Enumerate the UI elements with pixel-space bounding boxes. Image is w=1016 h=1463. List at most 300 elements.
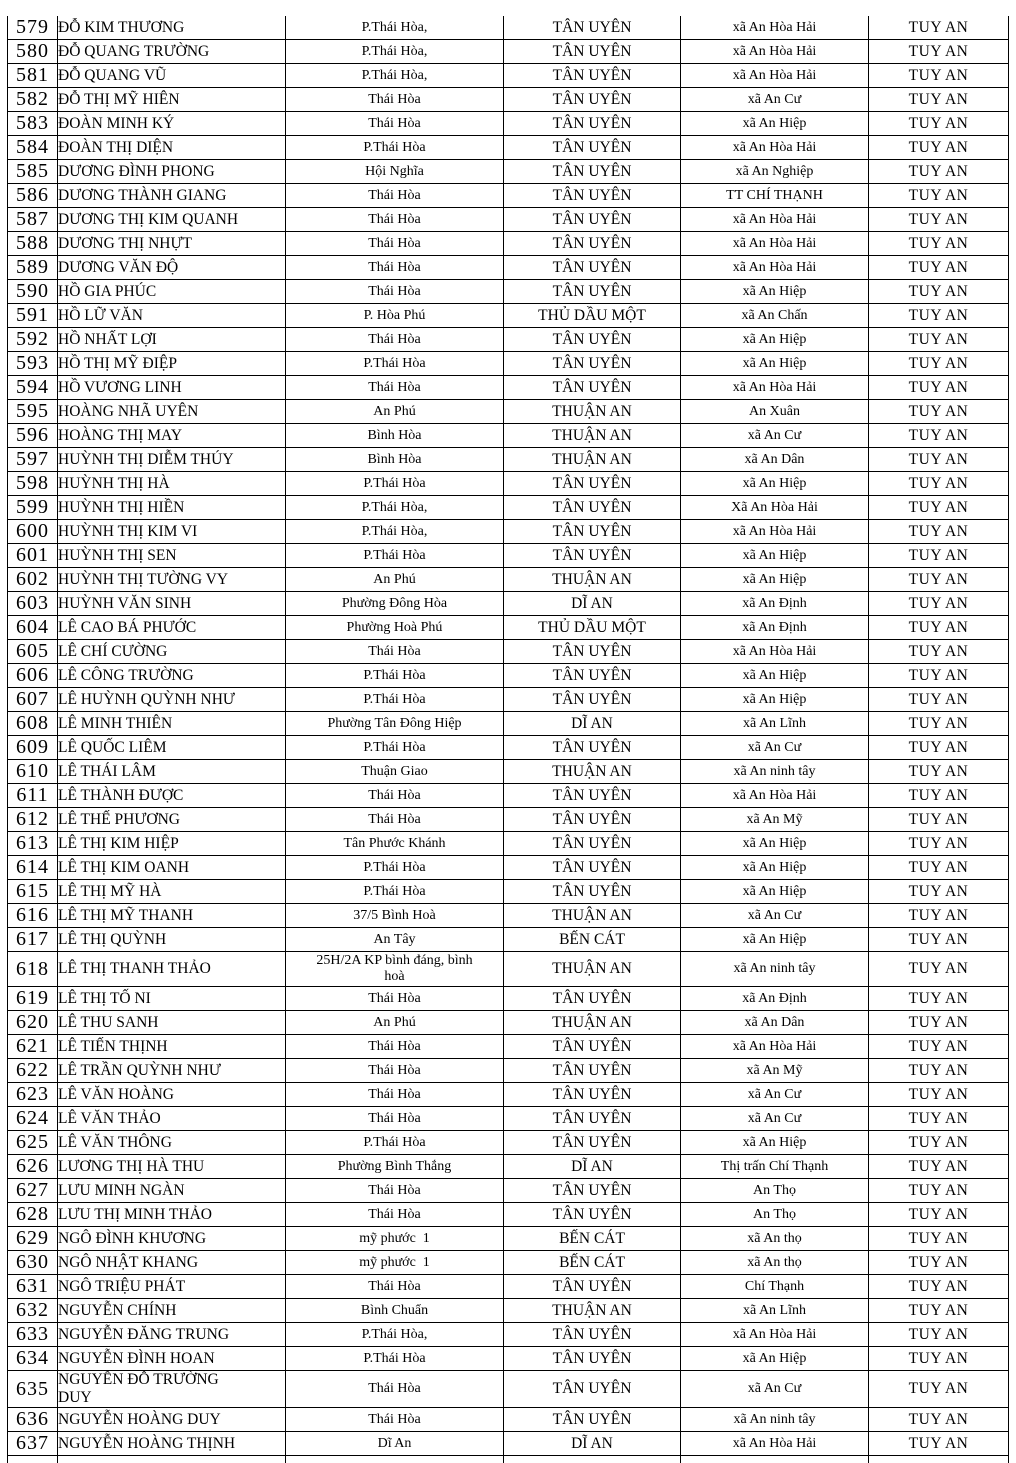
commune-cell-text: xã An Hiệp: [742, 835, 807, 851]
district-cell: [869, 928, 1009, 952]
row-number-cell-text: 599: [16, 496, 49, 518]
row-number-cell-text: 619: [16, 987, 49, 1009]
table-row: [8, 256, 1009, 280]
commune-cell: [681, 304, 869, 328]
commune-cell: [681, 880, 869, 904]
name-cell: [58, 1011, 286, 1035]
row-number-cell-text: 596: [16, 424, 49, 446]
district-cell-text: TUY AN: [908, 18, 969, 36]
name-cell: [58, 472, 286, 496]
district-cell-text: TUY AN: [908, 1410, 969, 1428]
city-cell: [504, 208, 681, 232]
row-number-cell-text: 614: [16, 856, 49, 878]
ward-cell: [286, 184, 504, 208]
city-cell-text: THUẬN AN: [552, 570, 632, 588]
row-number-cell-text: 594: [16, 376, 49, 398]
name-cell: [58, 112, 286, 136]
commune-cell: [681, 856, 869, 880]
commune-cell: [681, 232, 869, 256]
district-cell-text: TUY AN: [908, 42, 969, 60]
row-number-cell-text: 604: [16, 616, 49, 638]
city-cell-text: DĨ AN: [571, 1434, 613, 1452]
city-cell-text: THUẬN AN: [552, 450, 632, 468]
commune-cell-text: xã An Cư: [747, 1381, 802, 1396]
ward-cell: [286, 712, 504, 736]
district-cell-text: TUY AN: [908, 786, 969, 804]
district-cell: [869, 1347, 1009, 1371]
district-cell: [869, 544, 1009, 568]
district-cell: [869, 232, 1009, 256]
row-number-cell: [8, 328, 58, 352]
district-cell: [869, 1251, 1009, 1275]
ward-cell-text: Thái Hòa: [368, 1278, 421, 1294]
district-cell: [869, 400, 1009, 424]
commune-cell-text: xã An ninh tây: [733, 763, 816, 779]
row-number-cell-text: 630: [16, 1251, 49, 1273]
commune-cell: [681, 400, 869, 424]
row-number-cell-text: 588: [16, 232, 49, 254]
ward-cell: [286, 16, 504, 40]
city-cell: [504, 904, 681, 928]
district-cell-text: TUY AN: [908, 234, 969, 252]
commune-cell-text: xã An ninh tây: [733, 961, 816, 976]
name-cell-text: LÊ VĂN THÔNG: [58, 1133, 172, 1151]
commune-cell: [681, 1107, 869, 1131]
district-cell: [869, 1155, 1009, 1179]
district-cell: [869, 16, 1009, 40]
row-number-cell-text: 626: [16, 1155, 49, 1177]
city-cell-text: TÂN UYÊN: [552, 114, 632, 132]
ward-cell-text: Bình Chuẩn: [360, 1302, 429, 1318]
district-cell-text: TUY AN: [908, 1229, 969, 1247]
name-cell: [58, 88, 286, 112]
name-cell: [58, 760, 286, 784]
city-cell: [504, 1251, 681, 1275]
district-cell: [869, 376, 1009, 400]
ward-cell: [286, 1203, 504, 1227]
district-cell: [869, 832, 1009, 856]
row-number-cell-text: 591: [16, 304, 49, 326]
city-cell: [504, 1432, 681, 1456]
ward-cell: [286, 520, 504, 544]
ward-cell-text: P.Thái Hòa: [363, 355, 426, 371]
ward-cell: [286, 1251, 504, 1275]
district-cell-text: TUY AN: [908, 810, 969, 828]
city-cell-text: TÂN UYÊN: [552, 1205, 632, 1223]
row-number-cell: [8, 136, 58, 160]
commune-cell-text: xã An Hiệp: [742, 859, 807, 875]
city-cell-text: TÂN UYÊN: [552, 258, 632, 276]
ward-cell-text: An Phú: [373, 403, 416, 419]
table-row: [8, 1371, 1009, 1408]
row-number-cell: [8, 616, 58, 640]
table-row: [8, 904, 1009, 928]
name-cell-text: NGUYỄN ĐĂNG TRUNG: [58, 1325, 230, 1343]
name-cell-text: HUỲNH VĂN SINH: [58, 594, 192, 612]
ward-cell: [286, 688, 504, 712]
ward-cell: [286, 280, 504, 304]
table-row: [8, 856, 1009, 880]
ward-cell-text: P.Thái Hòa: [363, 475, 426, 491]
row-number-cell-text: 616: [16, 904, 49, 926]
city-cell: [504, 1179, 681, 1203]
district-cell-text: TUY AN: [908, 858, 969, 876]
city-cell: [504, 784, 681, 808]
table-row: [8, 592, 1009, 616]
district-cell: [869, 1083, 1009, 1107]
table-row: [8, 40, 1009, 64]
name-cell-text: HUỲNH THỊ SEN: [58, 546, 177, 564]
ward-cell: [286, 160, 504, 184]
commune-cell: [681, 376, 869, 400]
name-cell: [58, 1131, 286, 1155]
ward-cell-text: An Phú: [373, 1014, 416, 1030]
commune-cell-text: xã An Hiệp: [742, 475, 807, 491]
commune-cell-text: xã An Định: [742, 595, 807, 611]
district-cell-text: TUY AN: [908, 330, 969, 348]
commune-cell-text: xã An ninh tây: [733, 1411, 816, 1427]
district-cell: [869, 568, 1009, 592]
name-cell: [58, 1083, 286, 1107]
row-number-cell: [8, 1432, 58, 1456]
name-cell-text: HỒ VƯƠNG LINH: [58, 378, 182, 396]
district-cell: [869, 592, 1009, 616]
row-number-cell-text: 593: [16, 352, 49, 374]
city-cell-text: TÂN UYÊN: [552, 1410, 632, 1428]
city-cell-text: TÂN UYÊN: [552, 354, 632, 372]
name-cell: [58, 520, 286, 544]
ward-cell: [286, 112, 504, 136]
row-number-cell: [8, 688, 58, 712]
commune-cell: [681, 1408, 869, 1432]
commune-cell-text: xã An Hiệp: [742, 283, 807, 299]
row-number-cell-text: 590: [16, 280, 49, 302]
ward-cell: [286, 568, 504, 592]
city-cell: [504, 640, 681, 664]
table-row: [8, 328, 1009, 352]
row-number-cell-text: 617: [16, 928, 49, 950]
commune-cell-text: xã An Hòa Hải: [732, 43, 817, 59]
name-cell: [58, 736, 286, 760]
row-number-cell: [8, 184, 58, 208]
city-cell-text: TÂN UYÊN: [552, 1277, 632, 1295]
name-cell: [58, 1035, 286, 1059]
ward-cell-text: P.Thái Hòa,: [361, 499, 428, 515]
name-cell-text: LÊ CHÍ CƯỜNG: [58, 642, 168, 660]
commune-cell: [681, 952, 869, 987]
ward-cell-text: P.Thái Hòa: [363, 859, 426, 875]
name-cell: [58, 1408, 286, 1432]
ward-cell-text: An Phú: [373, 571, 416, 587]
name-cell-text: LÊ QUỐC LIÊM: [58, 738, 167, 756]
district-cell: [869, 712, 1009, 736]
table-row: [8, 688, 1009, 712]
ward-cell-text: Thái Hòa: [368, 787, 421, 803]
city-cell: [504, 496, 681, 520]
table-row: [8, 664, 1009, 688]
table-row: [8, 1131, 1009, 1155]
city-cell: [504, 1203, 681, 1227]
ward-cell: [286, 208, 504, 232]
ward-cell: [286, 448, 504, 472]
name-cell-text: HUỲNH THỊ HÀ: [58, 474, 170, 492]
ward-cell-text: P.Thái Hòa,: [361, 523, 428, 539]
table-row: [8, 160, 1009, 184]
row-number-cell: [8, 352, 58, 376]
name-cell-text: DƯƠNG THỊ NHỰT: [58, 234, 192, 252]
city-cell-text: TÂN UYÊN: [552, 18, 632, 36]
district-cell-text: TUY AN: [908, 1109, 969, 1127]
commune-cell-text: xã An Hòa Hải: [732, 139, 817, 155]
row-number-cell: [8, 664, 58, 688]
district-cell-text: TUY AN: [908, 618, 969, 636]
city-cell: [504, 64, 681, 88]
row-number-cell: [8, 304, 58, 328]
commune-cell-text: xã An Hòa Hải: [732, 379, 817, 395]
city-cell: [504, 832, 681, 856]
district-cell-text: TUY AN: [908, 426, 969, 444]
commune-cell: [681, 1323, 869, 1347]
commune-cell-text: xã An thọ: [747, 1254, 802, 1270]
table-row: [8, 832, 1009, 856]
row-number-cell: [8, 1011, 58, 1035]
district-cell: [869, 760, 1009, 784]
district-cell-text: TUY AN: [908, 642, 969, 660]
table-border-stub: [57, 1456, 58, 1463]
row-number-cell: [8, 952, 58, 987]
commune-cell: [681, 664, 869, 688]
row-number-cell-text: 624: [16, 1107, 49, 1129]
table-row: [8, 1179, 1009, 1203]
district-cell: [869, 616, 1009, 640]
city-cell-text: THUẬN AN: [552, 1013, 632, 1031]
row-number-cell-text: 600: [16, 520, 49, 542]
district-cell: [869, 304, 1009, 328]
ward-cell-text: Tân Phước Khánh: [343, 835, 446, 851]
commune-cell-text: xã An Hòa Hải: [732, 1435, 817, 1451]
table-row: [8, 712, 1009, 736]
table-row: [8, 880, 1009, 904]
roster-table: [7, 16, 1009, 1456]
row-number-cell: [8, 1323, 58, 1347]
table-row: [8, 1011, 1009, 1035]
name-cell: [58, 1203, 286, 1227]
name-cell: [58, 1275, 286, 1299]
commune-cell: [681, 448, 869, 472]
ward-cell: [286, 376, 504, 400]
name-cell: [58, 928, 286, 952]
city-cell-text: TÂN UYÊN: [552, 1037, 632, 1055]
row-number-cell-text: 595: [16, 400, 49, 422]
city-cell-text: TÂN UYÊN: [552, 810, 632, 828]
city-cell-text: TÂN UYÊN: [552, 1380, 632, 1397]
ward-cell-text: Phường Hoà Phú: [346, 619, 443, 635]
name-cell-text: NGUYỄN CHÍNH: [58, 1301, 177, 1319]
city-cell-text: THUẬN AN: [552, 402, 632, 420]
commune-cell: [681, 1227, 869, 1251]
name-cell-text: LÊ THỊ KIM OANH: [58, 858, 190, 876]
row-number-cell: [8, 568, 58, 592]
district-cell-text: TUY AN: [908, 90, 969, 108]
commune-cell-text: xã An Hòa Hải: [732, 19, 817, 35]
name-cell: [58, 784, 286, 808]
name-cell: [58, 1179, 286, 1203]
name-cell: [58, 184, 286, 208]
name-cell-text: LÊ THẾ PHƯƠNG: [58, 810, 180, 828]
city-cell-text: TÂN UYÊN: [552, 786, 632, 804]
commune-cell: [681, 1059, 869, 1083]
ward-cell-text: Thái Hòa: [368, 259, 421, 275]
district-cell-text: TUY AN: [908, 666, 969, 684]
name-cell-text: HUỲNH THỊ HIỀN: [58, 498, 185, 516]
city-cell: [504, 376, 681, 400]
district-cell: [869, 208, 1009, 232]
ward-cell-text: mỹ phước 1: [359, 1254, 430, 1270]
city-cell: [504, 1155, 681, 1179]
name-cell: [58, 352, 286, 376]
commune-cell-text: xã An Hiệp: [742, 115, 807, 131]
city-cell-text: THUẬN AN: [552, 906, 632, 924]
name-cell-text: LÊ THU SANH: [58, 1013, 159, 1031]
row-number-cell: [8, 112, 58, 136]
commune-cell: [681, 1131, 869, 1155]
ward-cell: [286, 1227, 504, 1251]
table-row: [8, 987, 1009, 1011]
commune-cell: [681, 352, 869, 376]
name-cell: [58, 64, 286, 88]
city-cell: [504, 280, 681, 304]
row-number-cell: [8, 256, 58, 280]
table-border-stub: [285, 1456, 286, 1463]
commune-cell-text: xã An Hiệp: [742, 1350, 807, 1366]
row-number-cell: [8, 832, 58, 856]
table-row: [8, 1408, 1009, 1432]
name-cell: [58, 568, 286, 592]
row-number-cell-text: 579: [16, 16, 49, 38]
commune-cell: [681, 616, 869, 640]
commune-cell: [681, 1371, 869, 1408]
ward-cell: [286, 1011, 504, 1035]
city-cell-text: TÂN UYÊN: [552, 1349, 632, 1367]
commune-cell-text: xã An Hiệp: [742, 331, 807, 347]
ward-cell: [286, 856, 504, 880]
commune-cell: [681, 760, 869, 784]
ward-cell: [286, 1083, 504, 1107]
row-number-cell: [8, 592, 58, 616]
ward-cell-text: Hội Nghĩa: [365, 163, 424, 179]
name-cell: [58, 1107, 286, 1131]
district-cell-text: TUY AN: [908, 498, 969, 516]
commune-cell: [681, 208, 869, 232]
row-number-cell-text: 622: [16, 1059, 49, 1081]
row-number-cell-text: 580: [16, 40, 49, 62]
city-cell-text: TÂN UYÊN: [552, 522, 632, 540]
table-border-stub: [7, 1456, 8, 1463]
city-cell: [504, 88, 681, 112]
city-cell: [504, 424, 681, 448]
commune-cell: [681, 987, 869, 1011]
row-number-cell: [8, 544, 58, 568]
city-cell: [504, 736, 681, 760]
commune-cell: [681, 1179, 869, 1203]
ward-cell-text: Thái Hòa: [368, 331, 421, 347]
ward-cell-text: Thái Hòa: [368, 1086, 421, 1102]
name-cell: [58, 1432, 286, 1456]
row-number-cell: [8, 232, 58, 256]
row-number-cell-text: 637: [16, 1432, 49, 1454]
commune-cell: [681, 472, 869, 496]
row-number-cell-text: 585: [16, 160, 49, 182]
table-row: [8, 496, 1009, 520]
ward-cell-text: P.Thái Hòa,: [361, 67, 428, 83]
district-cell: [869, 856, 1009, 880]
name-cell: [58, 832, 286, 856]
district-cell-text: TUY AN: [908, 1061, 969, 1079]
city-cell-text: THUẬN AN: [552, 426, 632, 444]
district-cell-text: TUY AN: [908, 306, 969, 324]
ward-cell: [286, 256, 504, 280]
name-cell: [58, 856, 286, 880]
district-cell: [869, 987, 1009, 1011]
district-cell-text: TUY AN: [908, 1157, 969, 1175]
ward-cell-text: Thái Hòa: [368, 1038, 421, 1054]
ward-cell: [286, 904, 504, 928]
name-cell-text: ĐOÀN MINH KÝ: [58, 114, 175, 132]
row-number-cell: [8, 1155, 58, 1179]
district-cell: [869, 1179, 1009, 1203]
name-cell-text: NGUYỄN ĐÌNH HOAN: [58, 1349, 215, 1367]
ward-cell: [286, 928, 504, 952]
city-cell-text: TÂN UYÊN: [552, 642, 632, 660]
row-number-cell-text: 627: [16, 1179, 49, 1201]
district-cell-text: TUY AN: [908, 1085, 969, 1103]
row-number-cell-text: 636: [16, 1408, 49, 1430]
name-cell: [58, 712, 286, 736]
city-cell-text: TÂN UYÊN: [552, 1109, 632, 1127]
name-cell: [58, 1299, 286, 1323]
district-cell-text: TUY AN: [908, 378, 969, 396]
district-cell: [869, 1323, 1009, 1347]
district-cell-text: TUY AN: [908, 714, 969, 732]
ward-cell-text: Thái Hòa: [368, 1381, 421, 1396]
commune-cell: [681, 88, 869, 112]
ward-cell: [286, 1155, 504, 1179]
row-number-cell-text: 582: [16, 88, 49, 110]
row-number-cell-text: 586: [16, 184, 49, 206]
table-row: [8, 424, 1009, 448]
name-cell: [58, 904, 286, 928]
ward-cell-text: P.Thái Hòa,: [361, 43, 428, 59]
name-cell-text: LÊ MINH THIÊN: [58, 714, 173, 732]
commune-cell-text: An Xuân: [749, 403, 800, 419]
row-number-cell-text: 609: [16, 736, 49, 758]
row-number-cell-text: 629: [16, 1227, 49, 1249]
district-cell-text: TUY AN: [908, 1349, 969, 1367]
ward-cell: [286, 1275, 504, 1299]
ward-cell: [286, 1107, 504, 1131]
row-number-cell-text: 621: [16, 1035, 49, 1057]
city-cell: [504, 112, 681, 136]
name-cell-text: ĐỖ QUANG VŨ: [58, 66, 167, 84]
commune-cell-text: xã An Dân: [744, 1014, 805, 1030]
row-number-cell-text: 584: [16, 136, 49, 158]
ward-cell: [286, 1059, 504, 1083]
row-number-cell-text: 611: [16, 784, 49, 806]
table-row: [8, 1035, 1009, 1059]
district-cell-text: TUY AN: [908, 1434, 969, 1452]
ward-cell: [286, 544, 504, 568]
name-cell-text: HOÀNG THỊ MAY: [58, 426, 183, 444]
